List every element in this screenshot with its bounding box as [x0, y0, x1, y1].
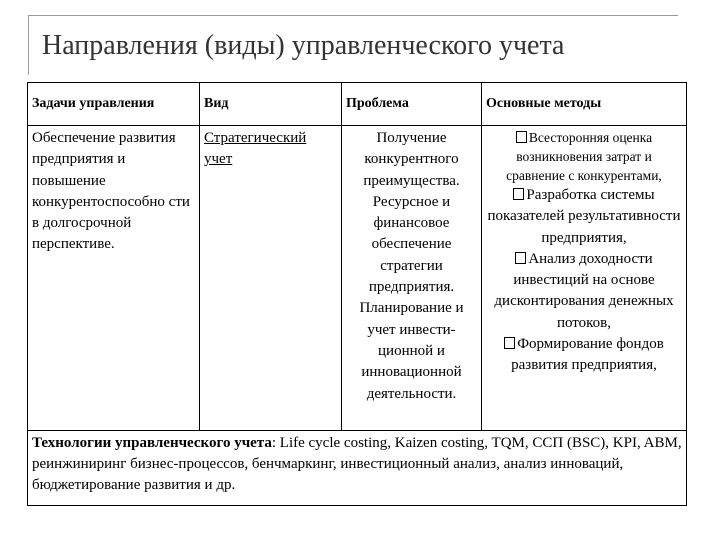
cell-technologies [28, 431, 687, 506]
square-bullet-icon [504, 337, 515, 349]
method-text: Анализ доходности инвестиций на основе дисконтирования денежных потоков, [494, 250, 674, 331]
header-type: Вид [200, 83, 342, 126]
frame-line-top [28, 15, 678, 16]
method-text: Разработка системы показателей результативности предприятия, [487, 187, 681, 246]
square-bullet-icon [513, 188, 524, 200]
method-item [486, 128, 682, 185]
frame-line-left [28, 15, 29, 75]
methods-list [486, 128, 682, 377]
method-item [486, 249, 682, 334]
cell-tasks: Обеспечение развития предприятия и повышение конкурентоспособно сти в долгосрочной перспективе. [28, 126, 200, 431]
table-row [28, 126, 687, 431]
header-problem: Проблема [342, 83, 482, 126]
strategic-accounting-link[interactable]: Стратегический учет [204, 130, 307, 168]
method-text: Формирование фондов развития предприятия, [511, 336, 664, 374]
table-footer-row [28, 431, 687, 506]
header-methods: Основные методы [482, 83, 687, 126]
method-text: Всесторонняя оценка возникновения затрат и сравнение с конкурентами, [506, 130, 662, 183]
method-item [486, 185, 682, 249]
header-tasks: Задачи управления [28, 83, 200, 126]
cell-methods [482, 126, 687, 431]
methods-table [27, 82, 687, 506]
cell-type [200, 126, 342, 431]
technologies-label: Технологии управленческого учета [32, 435, 272, 451]
method-item [486, 334, 682, 377]
slide-title: Направления (виды) управленческого учета [42, 30, 565, 61]
table-header-row [28, 83, 687, 126]
square-bullet-icon [516, 131, 527, 143]
square-bullet-icon [515, 252, 526, 264]
cell-problem: Получение конкурентного преимущества. Ресурсное и финансовое обеспечение стратегии предприятия. Планирование и учет инвести-ционной и инновационной деятельности. [342, 126, 482, 431]
technologies-text: : Life cycle costing, Kaizen costing, TQM, ССП (BSC), KPI, ABM, реинжиниринг бизнес-процессов, бенчмаркинг, инвестиционный анализ, анализ инноваций, бюджетирование развития и др. [32, 435, 682, 493]
